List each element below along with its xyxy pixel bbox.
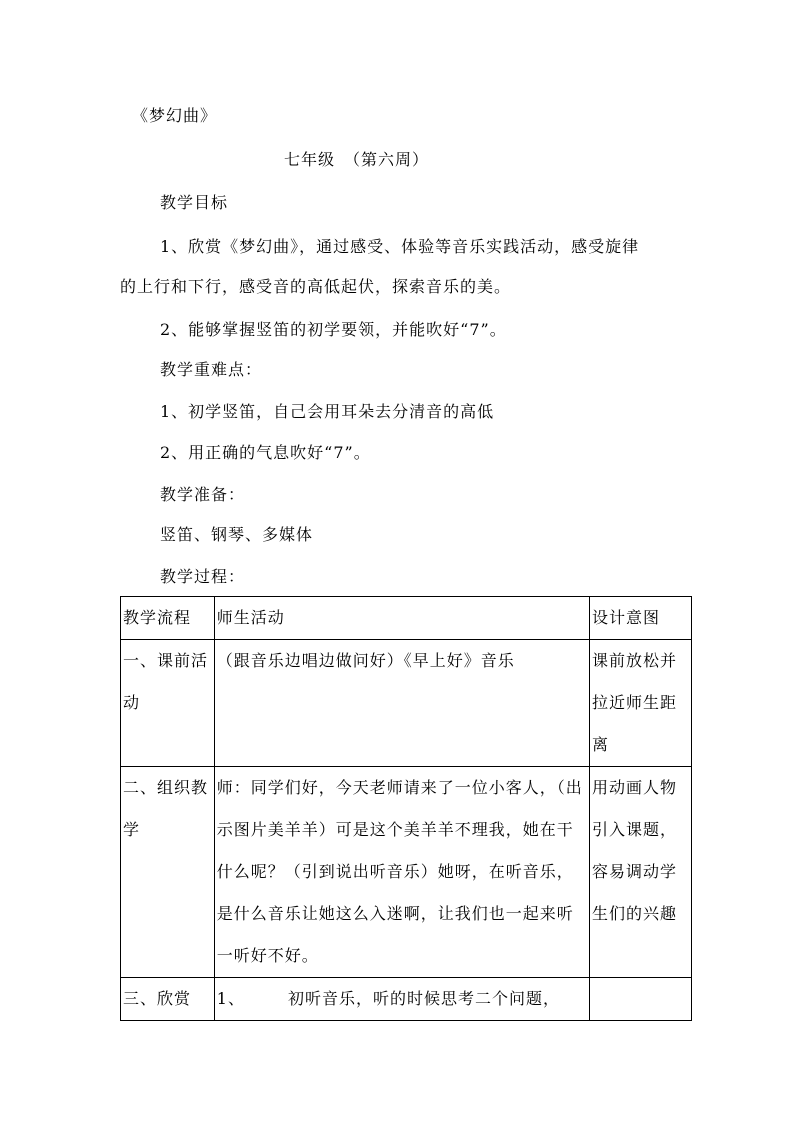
preparation-heading: 教学准备： <box>160 485 246 504</box>
table-row <box>121 978 692 1021</box>
table-row <box>121 640 692 767</box>
table-row <box>121 767 692 978</box>
objective-2: 2、能够掌握竖笛的初学要领，并能吹好“7”。 <box>160 320 507 339</box>
key-point-1: 1、初学竖笛，自己会用耳朵去分清音的高低 <box>160 402 495 421</box>
header-intent: 设计意图 <box>590 597 692 640</box>
row-1-step: 一、课前活动 <box>121 640 215 767</box>
key-points-heading: 教学重难点： <box>160 360 263 379</box>
lesson-process-table <box>120 596 692 1021</box>
row-2-step: 二、组织教学 <box>121 767 215 978</box>
row-1-intent: 课前放松并拉近师生距离 <box>590 640 692 767</box>
row-3-intent <box>590 978 692 1021</box>
process-heading: 教学过程： <box>160 567 246 586</box>
objectives-heading: 教学目标 <box>160 193 229 212</box>
row-2-intent: 用动画人物引入课题，容易调动学生们的兴趣 <box>590 767 692 978</box>
header-step: 教学流程 <box>121 597 215 640</box>
objective-1-line-2: 的上行和下行，感受音的高低起伏，探索音乐的美。 <box>120 277 512 296</box>
lesson-title: 《梦幻曲》 <box>132 106 218 125</box>
preparation-items: 竖笛、钢琴、多媒体 <box>160 525 314 544</box>
row-1-activity: （跟音乐边唱边做问好）《早上好》音乐 <box>214 640 589 767</box>
row-3-activity: 1、 初听音乐，听的时候思考二个问题， <box>214 978 589 1021</box>
lesson-subtitle: 七年级 （第六周） <box>284 150 430 169</box>
row-3-step: 三、欣赏 <box>121 978 215 1021</box>
row-2-activity: 师：同学们好，今天老师请来了一位小客人，（出示图片美羊羊）可是这个美羊羊不理我，她在干什么呢？（引到说出听音乐）她呀，在听音乐，是什么音乐让她这么入迷啊，让我们也一起来听一听好不好。 <box>214 767 589 978</box>
key-point-2: 2、用正确的气息吹好“7”。 <box>160 443 371 462</box>
header-activity: 师生活动 <box>214 597 589 640</box>
objective-1-line-1: 1、欣赏《梦幻曲》，通过感受、体验等音乐实践活动，感受旋律 <box>160 237 640 256</box>
table-header-row <box>121 597 692 640</box>
